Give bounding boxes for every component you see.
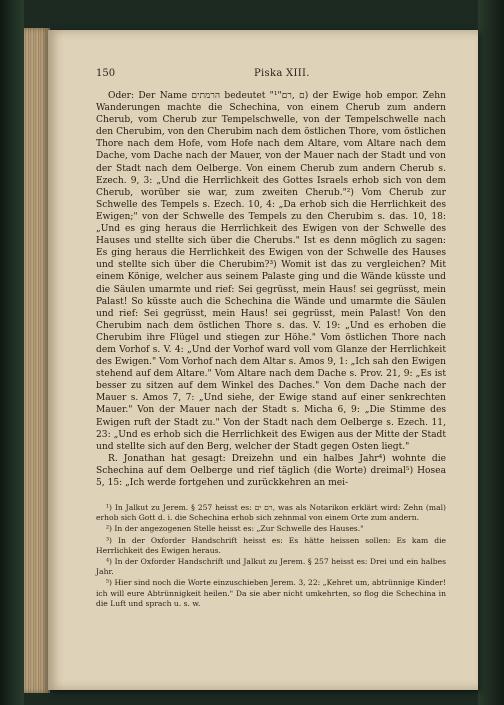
footnote: ⁴) In der Oxforder Handschrift und Jalkut zu Jerem. § 257 heisst es: Drei und ein halbes Jahr.: [96, 557, 446, 577]
footnotes: [96, 503, 446, 610]
footnote: ⁵) Hier sind noch die Worte einzuschieben Jerem. 3, 22: „Kehret um, abtrünnige Kinder! ich will eure Abtrünnigkeit heilen." Da sie aber nicht umkehrten, so flog die Schechina in die Luft und sprach u. s. w.: [96, 578, 446, 608]
paragraph: Oder: Der Name הרמתים bedeutet "ם ,רם"¹) der Ewige hob empor. Zehn Wanderungen machte die Schechina, von einem Cherub zum andern Cherub, vom Cherub zur Tempelschwelle, von der Tempelschwelle nach den Cherubim, von den Cherubim nach dem östlichen Thore, vom östlichen Thore nach dem Hofe, vom Hofe nach dem Altare, vom Altare nach dem Dache, vom Dache nach der Mauer, von der Mauer nach der Stadt und von der Stadt nach dem Oelberge. Von einem Cherub zum andern Cherub s. Ezech. 9, 3: „Und die Herrlichkeit des Gottes Israels erhob sich von dem Cherub, worüber sie war, zum zweiten Cherub."²) Vom Cherub zur Schwelle des Tempels s. Ezech. 10, 4: „Da erhob sich die Herrlichkeit des Ewigen;" von der Schwelle des Tempels zu den Cherubim s. das. 10, 18: „Und es ging heraus die Herrlichkeit des Ewigen von der Schwelle des Hauses und stellte sich über die Cherubs." Ist es denn möglich zu sagen: Es ging heraus die Herrlichkeit des Ewigen von der Schwelle des Hauses und stellte sich über die Cherubim?³) Womit ist das zu vergleichen? Mit einem Könige, welcher aus seinem Palaste ging und die Wände küsste und die Säulen umarmte und rief: Sei gegrüsst, mein Haus! sei gegrüsst, mein Palast! So küsste auch die Schechina die Wände und umarmte die Säulen und rief: Sei gegrüsst, mein Haus! sei gegrüsst, mein Palast! Von den Cherubim nach dem östlichen Thore s. das. V. 19: „Und es erhoben die Cherubim ihre Flügel und stiegen zur Höhe." Vom östlichen Thore nach dem Vorhof s. V. 4: „Und der Vorhof ward voll vom Glanze der Herrlichkeit des Ewigen." Vom Vorhof nach dem Altar s. Amos 9, 1: „Ich sah den Ewigen stehend auf dem Altare." Vom Altare nach dem Dache s. Prov. 21, 9: „Es ist besser zu sitzen auf dem Winkel des Daches." Von dem Dache nach der Mauer s. Amos 7, 7: „Und siehe, der Ewige stand auf einer senkrechten Mauer." Von der Mauer nach der Stadt s. Micha 6, 9: „Die Stimme des Ewigen ruft der Stadt zu." Von der Stadt nach dem Oelberge s. Ezech. 11, 23: „Und es erhob sich die Herrlichkeit des Ewigen aus der Mitte der Stadt und stellte sich auf den Berg, welcher der Stadt gegen Osten liegt.": [96, 91, 446, 452]
page-number: 150: [96, 68, 116, 79]
book-right-edge: [478, 0, 504, 705]
main-text: [96, 90, 446, 489]
paragraph: R. Jonathan hat gesagt: Dreizehn und ein halbes Jahr⁴) wohnte die Schechina auf dem Oelberge und rief täglich (die Worte) dreimal⁵) Hosea 5, 15: „Ich werde fortgehen und zurückkehren an mei-: [96, 453, 446, 488]
footnote: ¹) In Jalkut zu Jerem. § 257 heisst es: רם ים, was als Notarikon erklärt wird: Zehn (mal) erhob sich Gott d. i. die Schechina erhob sich zehnmal von einem Orte zum andern.: [96, 503, 446, 523]
footnote: ³) In der Oxforder Handschrift heisst es: Es hätte heissen sollen: Es kam die Herrlichkeit des Ewigen heraus.: [96, 535, 446, 555]
footnote: ²) In der angezogenen Stelle heisst es: „Zur Schwelle des Hauses.": [106, 524, 364, 534]
running-head: Piska XIII.: [254, 68, 310, 79]
page-gutter: [24, 28, 50, 693]
book-cover-edge: [0, 0, 24, 705]
